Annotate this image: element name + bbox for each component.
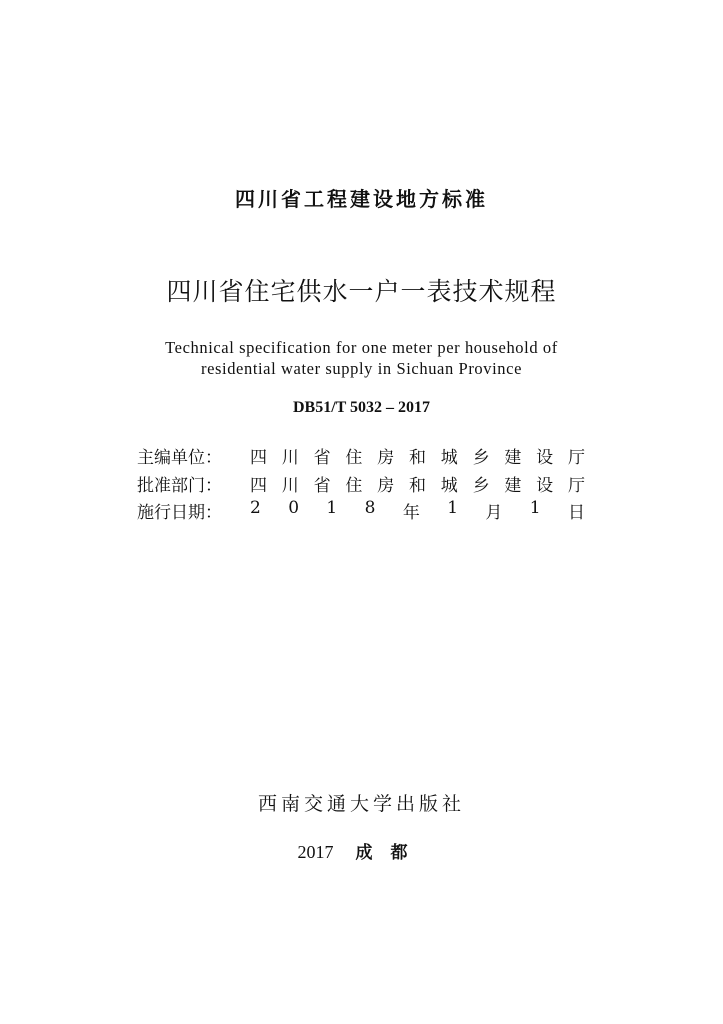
info-char: 1: [326, 498, 338, 518]
info-char: 年: [402, 503, 420, 523]
info-row-approver: [137, 471, 585, 495]
document-title: 四川省住宅供水一户一表技术规程: [166, 277, 557, 306]
info-char: 1: [447, 498, 459, 518]
info-char: 设: [536, 448, 554, 468]
info-label: 施行日期：: [137, 503, 222, 523]
info-char: 房: [377, 448, 395, 468]
info-char: 住: [345, 476, 363, 496]
info-char: 省: [313, 448, 331, 468]
subtitle-line-2: residential water supply in Sichuan Province: [200, 359, 523, 378]
info-char: 省: [313, 476, 331, 496]
subtitle-line-1: Technical specification for one meter per household of: [165, 338, 558, 357]
info-value: [250, 498, 585, 523]
info-char: 乡: [472, 476, 490, 496]
publication-year: 2017: [297, 842, 334, 862]
english-subtitle: [0, 337, 723, 379]
info-char: 城: [440, 476, 458, 496]
standard-number: DB51/T 5032 – 2017: [292, 399, 431, 416]
publisher-name: 西南交通大学出版社: [257, 793, 465, 815]
info-label: 批准部门：: [137, 476, 222, 496]
info-char: 厅: [567, 476, 585, 496]
info-char: 四: [250, 448, 267, 468]
info-char: 设: [536, 476, 554, 496]
info-value: [250, 471, 585, 496]
info-char: 和: [408, 448, 426, 468]
info-char: 月: [485, 503, 503, 523]
info-char: 1: [529, 498, 541, 518]
info-char: 8: [364, 498, 376, 518]
info-row-effective-date: [137, 498, 585, 522]
info-value: [250, 443, 585, 468]
info-char: 厅: [567, 448, 585, 468]
info-char: 建: [504, 476, 522, 496]
info-char: 城: [440, 448, 458, 468]
info-char: 2: [250, 498, 261, 518]
info-char: 川: [281, 476, 299, 496]
info-char: 和: [408, 476, 426, 496]
info-char: 房: [377, 476, 395, 496]
publication-line: [0, 838, 723, 863]
info-char: 川: [281, 448, 299, 468]
info-char: 住: [345, 448, 363, 468]
info-row-editor: [137, 443, 585, 467]
info-char: 0: [288, 498, 300, 518]
info-char: 建: [504, 448, 522, 468]
series-title: 四川省工程建设地方标准: [235, 187, 488, 211]
info-char: 日: [567, 503, 585, 523]
info-label: 主编单位：: [137, 448, 222, 468]
publication-city: 成都: [355, 843, 426, 863]
info-char: 乡: [472, 448, 490, 468]
info-char: 四: [250, 476, 267, 496]
